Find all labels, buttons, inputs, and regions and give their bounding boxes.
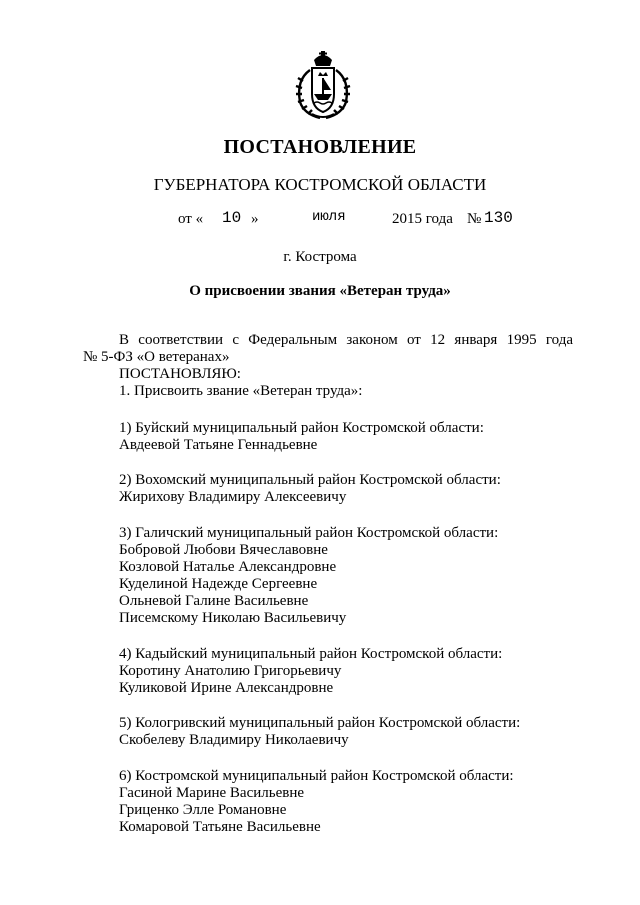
document-type-title: ПОСТАНОВЛЕНИЕ bbox=[223, 136, 417, 158]
district-heading: 6) Костромской муниципальный район Костромской области: bbox=[119, 768, 514, 784]
awardee-name: Бобровой Любови Вячеславовне bbox=[119, 542, 328, 558]
district-heading: 5) Кологривский муниципальный район Костромской области: bbox=[119, 715, 521, 731]
district-heading: 4) Кадыйский муниципальный район Костромской области: bbox=[119, 646, 503, 662]
awardee-name: Коротину Анатолию Григорьевичу bbox=[119, 663, 342, 679]
city-line: г. Кострома bbox=[283, 249, 357, 265]
preamble bbox=[83, 332, 573, 400]
awardee-name: Куликовой Ирине Александровне bbox=[119, 680, 334, 696]
awardee-name: Писемскому Николаю Васильевичу bbox=[119, 610, 347, 626]
item-1: 1. Присвоить звание «Ветеран труда»: bbox=[119, 383, 363, 399]
awardee-name: Жирихову Владимиру Алексеевичу bbox=[119, 489, 347, 505]
awardee-name: Скобелеву Владимиру Николаевичу bbox=[119, 732, 349, 748]
kostroma-coat-of-arms-icon bbox=[290, 50, 356, 120]
date-month: июля bbox=[312, 209, 346, 225]
preamble-line-2: № 5-ФЗ «О ветеранах» bbox=[83, 349, 230, 365]
preamble-line-1: В соответствии с Федеральным законом от 12 января 1995 года bbox=[119, 332, 573, 348]
awardee-name: Ольневой Галине Васильевне bbox=[119, 593, 309, 609]
awardee-name: Авдеевой Татьяне Геннадьевне bbox=[119, 437, 318, 453]
district-heading: 2) Вохомский муниципальный район Костромской области: bbox=[119, 472, 501, 488]
awardee-name: Гасиной Марине Васильевне bbox=[119, 785, 305, 801]
document-subject: О присвоении звания «Ветеран труда» bbox=[189, 283, 451, 299]
decree-word: ПОСТАНОВЛЯЮ: bbox=[119, 366, 241, 382]
awardee-name: Куделиной Надежде Сергеевне bbox=[119, 576, 318, 592]
date-prefix: от « bbox=[178, 211, 204, 227]
awardee-name: Комаровой Татьяне Васильевне bbox=[119, 819, 321, 835]
district-heading: 3) Галичский муниципальный район Костромской области: bbox=[119, 525, 499, 541]
date-close-quote: » bbox=[251, 211, 259, 227]
document-number: 130 bbox=[484, 209, 513, 227]
date-day: 10 bbox=[222, 209, 242, 227]
date-year: 2015 года bbox=[392, 211, 453, 227]
number-sign: № bbox=[467, 211, 482, 227]
issuer-heading: ГУБЕРНАТОРА КОСТРОМСКОЙ ОБЛАСТИ bbox=[153, 175, 487, 194]
district-heading: 1) Буйский муниципальный район Костромской области: bbox=[119, 420, 484, 436]
awardee-name: Гриценко Элле Романовне bbox=[119, 802, 287, 818]
awardee-name: Козловой Наталье Александровне bbox=[119, 559, 337, 575]
